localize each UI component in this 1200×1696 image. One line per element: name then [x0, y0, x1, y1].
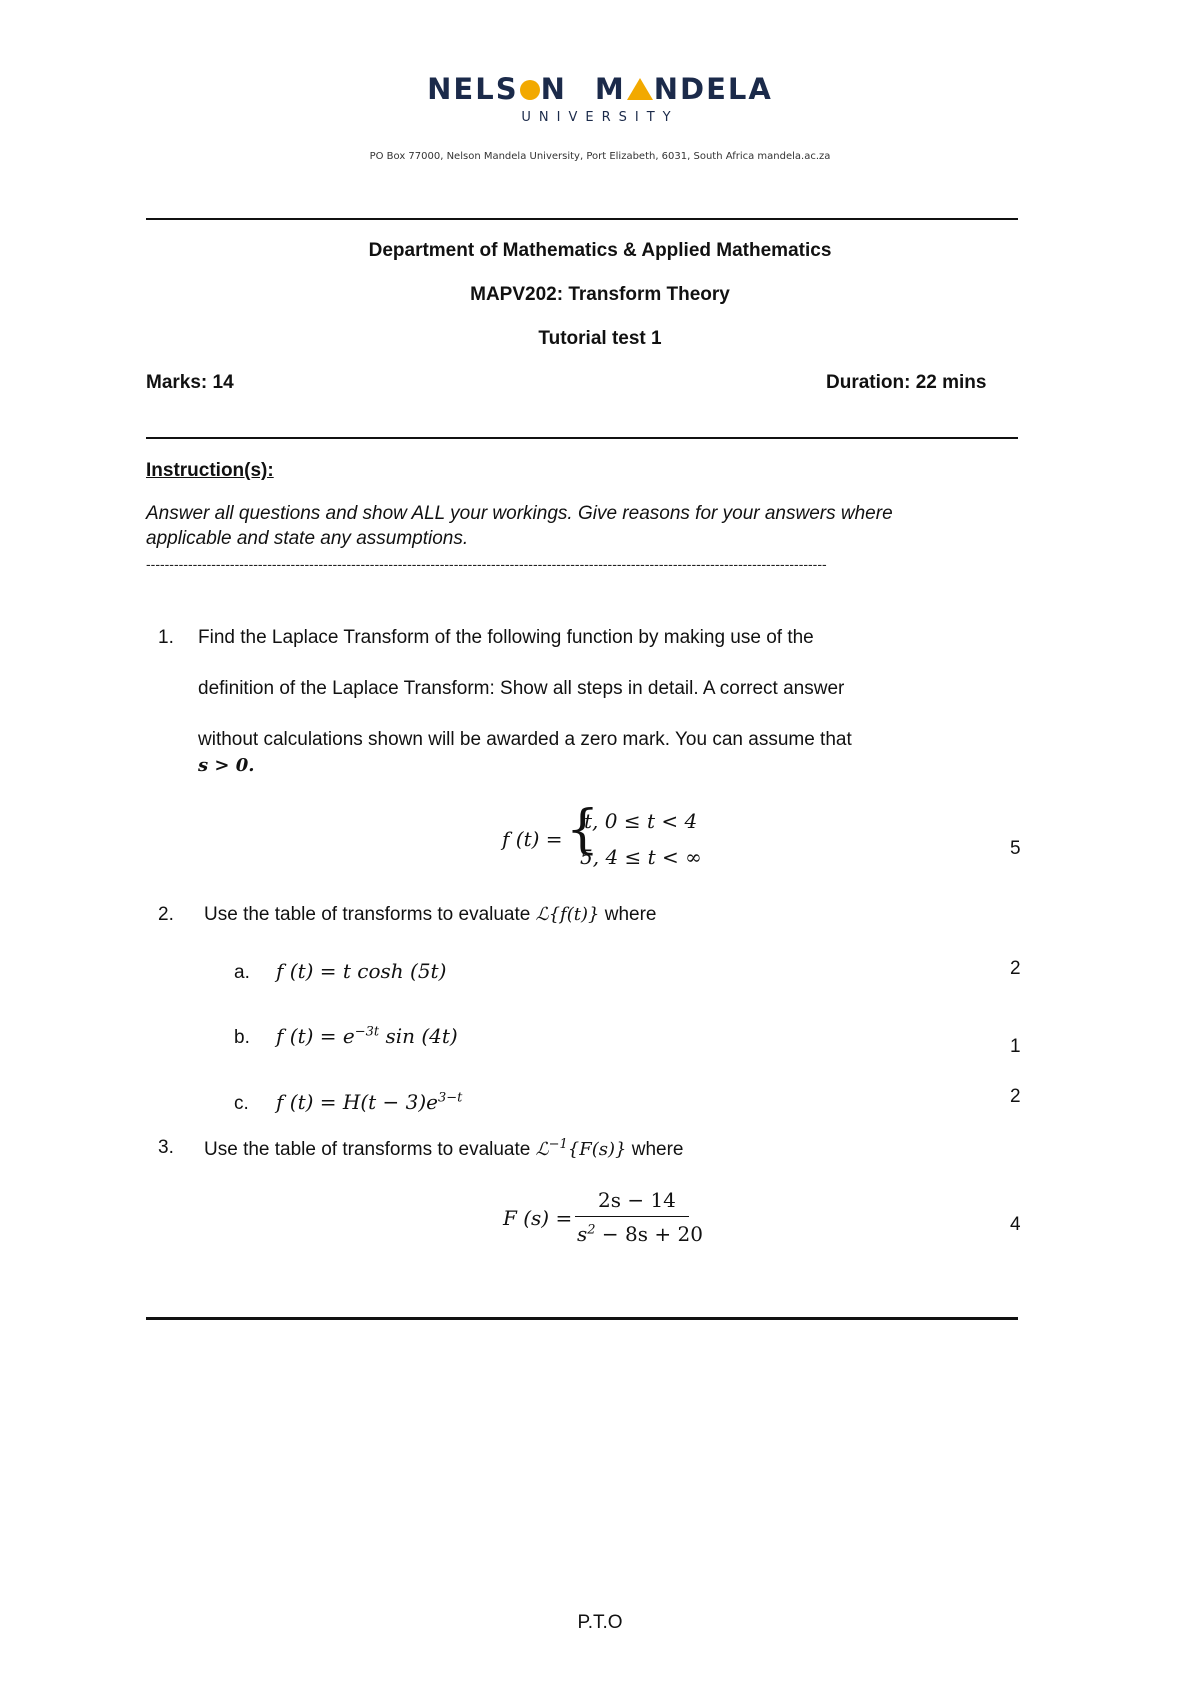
logo-university-text: UNIVERSITY [521, 110, 679, 125]
title-divider [146, 437, 1018, 439]
address-line: PO Box 77000, Nelson Mandela University, Port Elizabeth, 6031, South Africa mandela.ac.za [369, 151, 831, 162]
dashed-separator: -------------------------------------------------------------------------------------------------------------------------------------------------- [146, 556, 827, 572]
q3-denominator [577, 1222, 703, 1246]
course-title: MAPV202: Transform Theory [470, 284, 730, 305]
page-turn-note: P.T.O [577, 1612, 623, 1633]
q2b-label: b. [234, 1027, 250, 1048]
q3-denominator-rest: − 8s + 20 [595, 1222, 703, 1246]
q1-case-2: 5, 4 ≤ t < ∞ [580, 845, 702, 869]
q2c-mark: 2 [1010, 1086, 1021, 1107]
q2-text [204, 904, 656, 926]
q3-text-before: Use the table of transforms to evaluate [204, 1139, 531, 1160]
q1-function-lhs: f (t) = [502, 827, 563, 851]
q1-line-1: Find the Laplace Transform of the following function by making use of the [198, 627, 814, 648]
q3-denominator-sup: 2 [587, 1222, 596, 1238]
top-divider [146, 218, 1018, 220]
q3-function-lhs: F (s) = [503, 1206, 573, 1230]
q3-numerator: 2s − 14 [598, 1188, 676, 1212]
duration: Duration: 22 mins [826, 372, 987, 393]
q2-number: 2. [158, 904, 174, 925]
q2b-expression [276, 1024, 458, 1048]
q3-number: 3. [158, 1137, 174, 1158]
department-title: Department of Mathematics & Applied Mathematics [368, 240, 832, 261]
q2a-mark: 2 [1010, 958, 1021, 979]
q1-mark: 5 [1010, 838, 1021, 859]
instructions-line-1: Answer all questions and show ALL your workings. Give reasons for your answers where [146, 503, 893, 524]
university-logo [0, 72, 1200, 106]
q2a-label: a. [234, 962, 250, 983]
logo-dot-icon [520, 80, 540, 100]
q3-mark: 4 [1010, 1214, 1021, 1235]
q2b-expr-sup: −3t [354, 1024, 380, 1040]
q2c-expr-base: f (t) = H(t − 3)e [276, 1090, 438, 1114]
q1-line-2: definition of the Laplace Transform: Show all steps in detail. A correct answer [198, 678, 845, 699]
bottom-divider [146, 1317, 1018, 1320]
instructions-heading: Instruction(s): [146, 460, 274, 481]
test-title: Tutorial test 1 [538, 328, 662, 349]
q2-operator: ℒ{f(t)} [535, 904, 600, 925]
logo-triangle-icon [627, 78, 653, 100]
q1-number: 1. [158, 627, 174, 648]
q3-text-after: where [631, 1139, 684, 1160]
q3-denominator-base: s [577, 1222, 588, 1246]
logo-text-m: M [594, 72, 626, 106]
marks-total: Marks: 14 [146, 372, 234, 393]
q1-line-3: without calculations shown will be awarded a zero mark. You can assume that [198, 729, 852, 750]
q2c-label: c. [234, 1093, 249, 1114]
q2-text-after: where [604, 904, 657, 925]
q2-text-before: Use the table of transforms to evaluate [204, 904, 531, 925]
logo-text-nels: NELS [427, 72, 519, 106]
logo-text-ndela: NDELA [653, 72, 773, 106]
q2b-mark: 1 [1010, 1036, 1021, 1057]
q2b-expr-base: f (t) = e [276, 1024, 355, 1048]
q3-fraction-bar [575, 1216, 689, 1217]
q2c-expression [276, 1090, 462, 1114]
q1-assumption: s > 0. [198, 755, 255, 776]
q1-case-1: t, 0 ≤ t < 4 [584, 809, 698, 833]
q3-operator-rest: {F(s)} [567, 1139, 627, 1160]
q3-operator-sup: −1 [548, 1137, 568, 1152]
q3-operator [536, 1139, 627, 1160]
q2a-expression: f (t) = t cosh (5t) [276, 959, 447, 983]
q2b-expr-rest: sin (4t) [379, 1024, 458, 1048]
logo-text-n: N [540, 72, 567, 106]
piecewise-brace-icon: { [566, 800, 600, 860]
q3-operator-base: ℒ [535, 1139, 549, 1160]
q3-text [204, 1137, 683, 1161]
q2c-expr-sup: 3−t [438, 1090, 463, 1106]
instructions-line-2: applicable and state any assumptions. [146, 528, 469, 549]
